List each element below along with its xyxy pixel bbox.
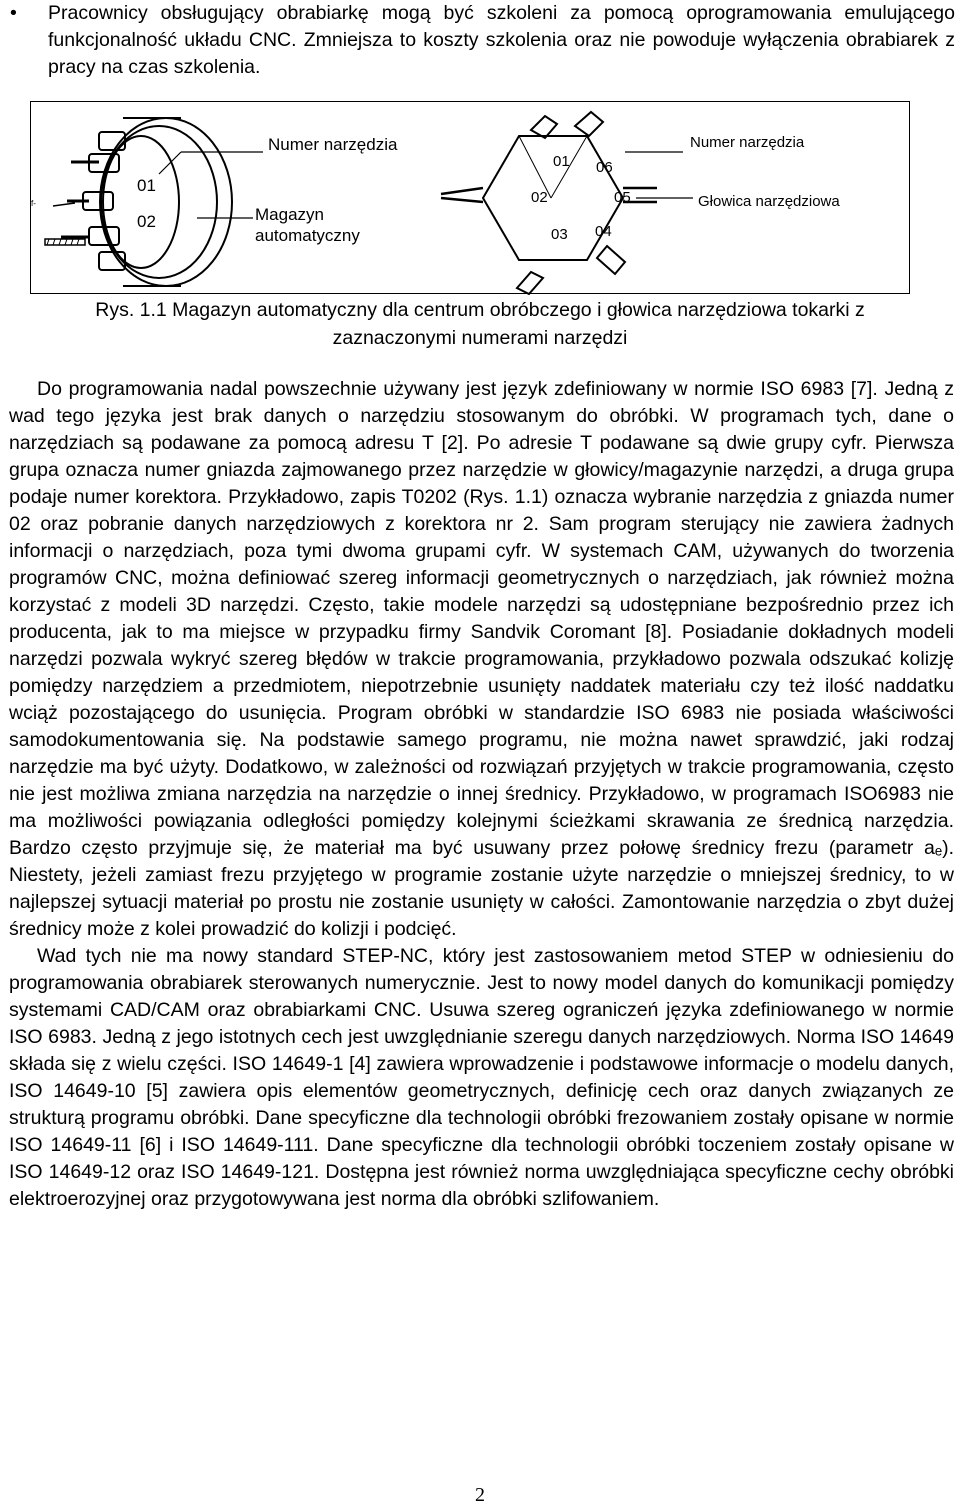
turret-slot-06: 06 <box>596 159 613 176</box>
turret-slot-03: 03 <box>551 226 568 243</box>
turret-slot-01: 01 <box>553 153 570 170</box>
tool-magazine-diagram <box>45 118 263 286</box>
caption-line-2: zaznaczonymi numerami narzędzi <box>332 327 628 349</box>
turret-slot-05: 05 <box>614 189 631 206</box>
turret-tool-top-left <box>531 116 557 138</box>
bullet-text: Pracownicy obsługujący obrabiarkę mogą być szkoleni za pomocą oprogramowania emulującego funkcjonalność układu CNC. Zmniejsza to koszty szkolenia oraz nie powoduje wyłączenia obrabiarek z pracy na czas szkolenia. <box>48 2 955 78</box>
body-text <box>9 376 954 1213</box>
magazine-slot-01-label: 01 <box>137 176 156 195</box>
turret-slot-04: 04 <box>595 223 612 240</box>
magazine-slot-02-label: 02 <box>137 212 156 231</box>
magazine-label-line1: Magazyn <box>255 205 324 224</box>
bullet-paragraph <box>10 0 955 81</box>
figure-tool-magazine-and-turret <box>30 101 910 294</box>
caption-line-1: Rys. 1.1 Magazyn automatyczny dla centrum obróbczego i głowica narzędziowa tokarki z <box>95 299 865 321</box>
page-number: 2 <box>475 1484 485 1506</box>
turret-tool-bottom-left <box>517 272 543 294</box>
turret-label: Głowica narzędziowa <box>698 193 840 210</box>
figure-caption <box>0 296 960 352</box>
bullet-icon: • <box>10 2 17 24</box>
right-tool-number-label: Numer narzędzia <box>690 134 805 151</box>
paragraph-2: Wad tych nie ma nowy standard STEP-NC, który jest zastosowaniem metod STEP w odniesieniu do programowania obrabiarek sterowanych numerycznie. Jest to nowy model danych do komunikacji pomiędzy systemami CAD/CAM oraz obrabiarkami CNC. Usuwa szereg ograniczeń języka zdefiniowanego w normie ISO 6983. Jedną z jego istotnych cech jest uwzględnianie szeregu danych narzędziowych. Norma ISO 14649 składa się z wielu części. ISO 14649-1 [4] zawiera wprowadzenie i podstawowe informacje o modelu danych, ISO 14649-10 [5] zawiera opis elementów geometrycznych, definicję cech oraz danych związanych ze strukturą programu obróbki. Dane specyficzne dla technologii obróbki frezowaniem zostały opisane w normie ISO 14649-11 [6] i ISO 14649-111. Dane specyficzne dla technologii obróbki toczeniem zostały opisane w ISO 14649-12 oraz ISO 14649-121. Dostępna jest również norma uwzględniająca specyficzne cechy obróbki elektroerozyjnej oraz przygotowywana jest norma dla obróbki szlifowaniem. <box>9 945 954 1210</box>
left-tool-number-label: Numer narzędzia <box>268 135 398 154</box>
tool-turret-diagram <box>441 112 693 294</box>
turret-tool-top-right <box>575 112 603 136</box>
figure-drawing <box>31 102 911 295</box>
paragraph-1: Do programowania nadal powszechnie używany jest język zdefiniowany w normie ISO 6983 [7]. Jedną z wad tego języka jest brak danych o narzędziu stosowanym do obróbki. W programach tych, dane o narzędziach są podawane za pomocą adresu T [2]. Po adresie T podawane są dwie grupy cyfr. Pierwsza grupa oznacza numer gniazda zajmowanego przez narzędzie w głowicy/magazynie narzędzi, a druga grupa podaje numer korektora. Przykładowo, zapis T0202 (Rys. 1.1) oznacza wybranie narzędzia z gniazda numer 02 oraz pobranie danych narzędziowych z korektora nr 2. Sam program sterujący nie zawiera żadnych informacji o narzędziach, poza tymi dwoma grupami cyfr. W systemach CAM, używanych do tworzenia programów CNC, można definiować szereg informacji geometrycznych o narzędziach, jak również można korzystać z modeli 3D narzędzi. Często, takie modele narzędzi są udostępniane bezpośrednio przez ich producenta, jak to ma miejsce w przypadku firmy Sandvik Coromant [8]. Posiadanie dokładnych modeli narzędzi pozwala wykryć szereg błędów w trakcie programowania, przykładowo pozwala odszukać kolizję pomiędzy narzędziem a przedmiotem, niepotrzebnie usunięty naddatek materiału czy też ilość naddatku wciąż pozostającego do usunięcia. Program obróbki w standardzie ISO 6983 nie posiada właściwości samodokumentowania się. Na podstawie samego programu, nie można nawet sprawdzić, jaki rodzaj narzędzie ma być użyty. Dodatkowo, w zależności od rozwiązań przyjętych w trakcie programowania, często nie jest możliwa zmiana narzędzia na narzędzie o innej średnicy. Przykładowo, w programach ISO6983 nie ma możliwości powiązania odległości pomiędzy kolejnymi ścieżkami skrawania ze średnicą narzędzia. Bardzo często przyjmuje się, że materiał ma być usuwany przez połowę średnicy frezu (parametr aₑ). Niestety, jeżeli zamiast frezu przyjętego w programie zostanie użyte narzędzie o mniejszej średnicy, to w najlepszej sytuacji materiał po prostu nie zostanie usunięty w całości. Zamontowanie narzędzia o zbyt dużej średnicy może z kolei prowadzić do kolizji i podcięć. <box>9 378 954 940</box>
magazine-label-line2: automatyczny <box>255 226 360 245</box>
left-tiny-mark: f- <box>31 199 36 208</box>
turret-slot-02: 02 <box>531 189 548 206</box>
turret-tool-bottom-right <box>597 246 625 274</box>
magazine-outer-ring <box>100 118 232 286</box>
magazine-inner-ring <box>103 136 179 268</box>
